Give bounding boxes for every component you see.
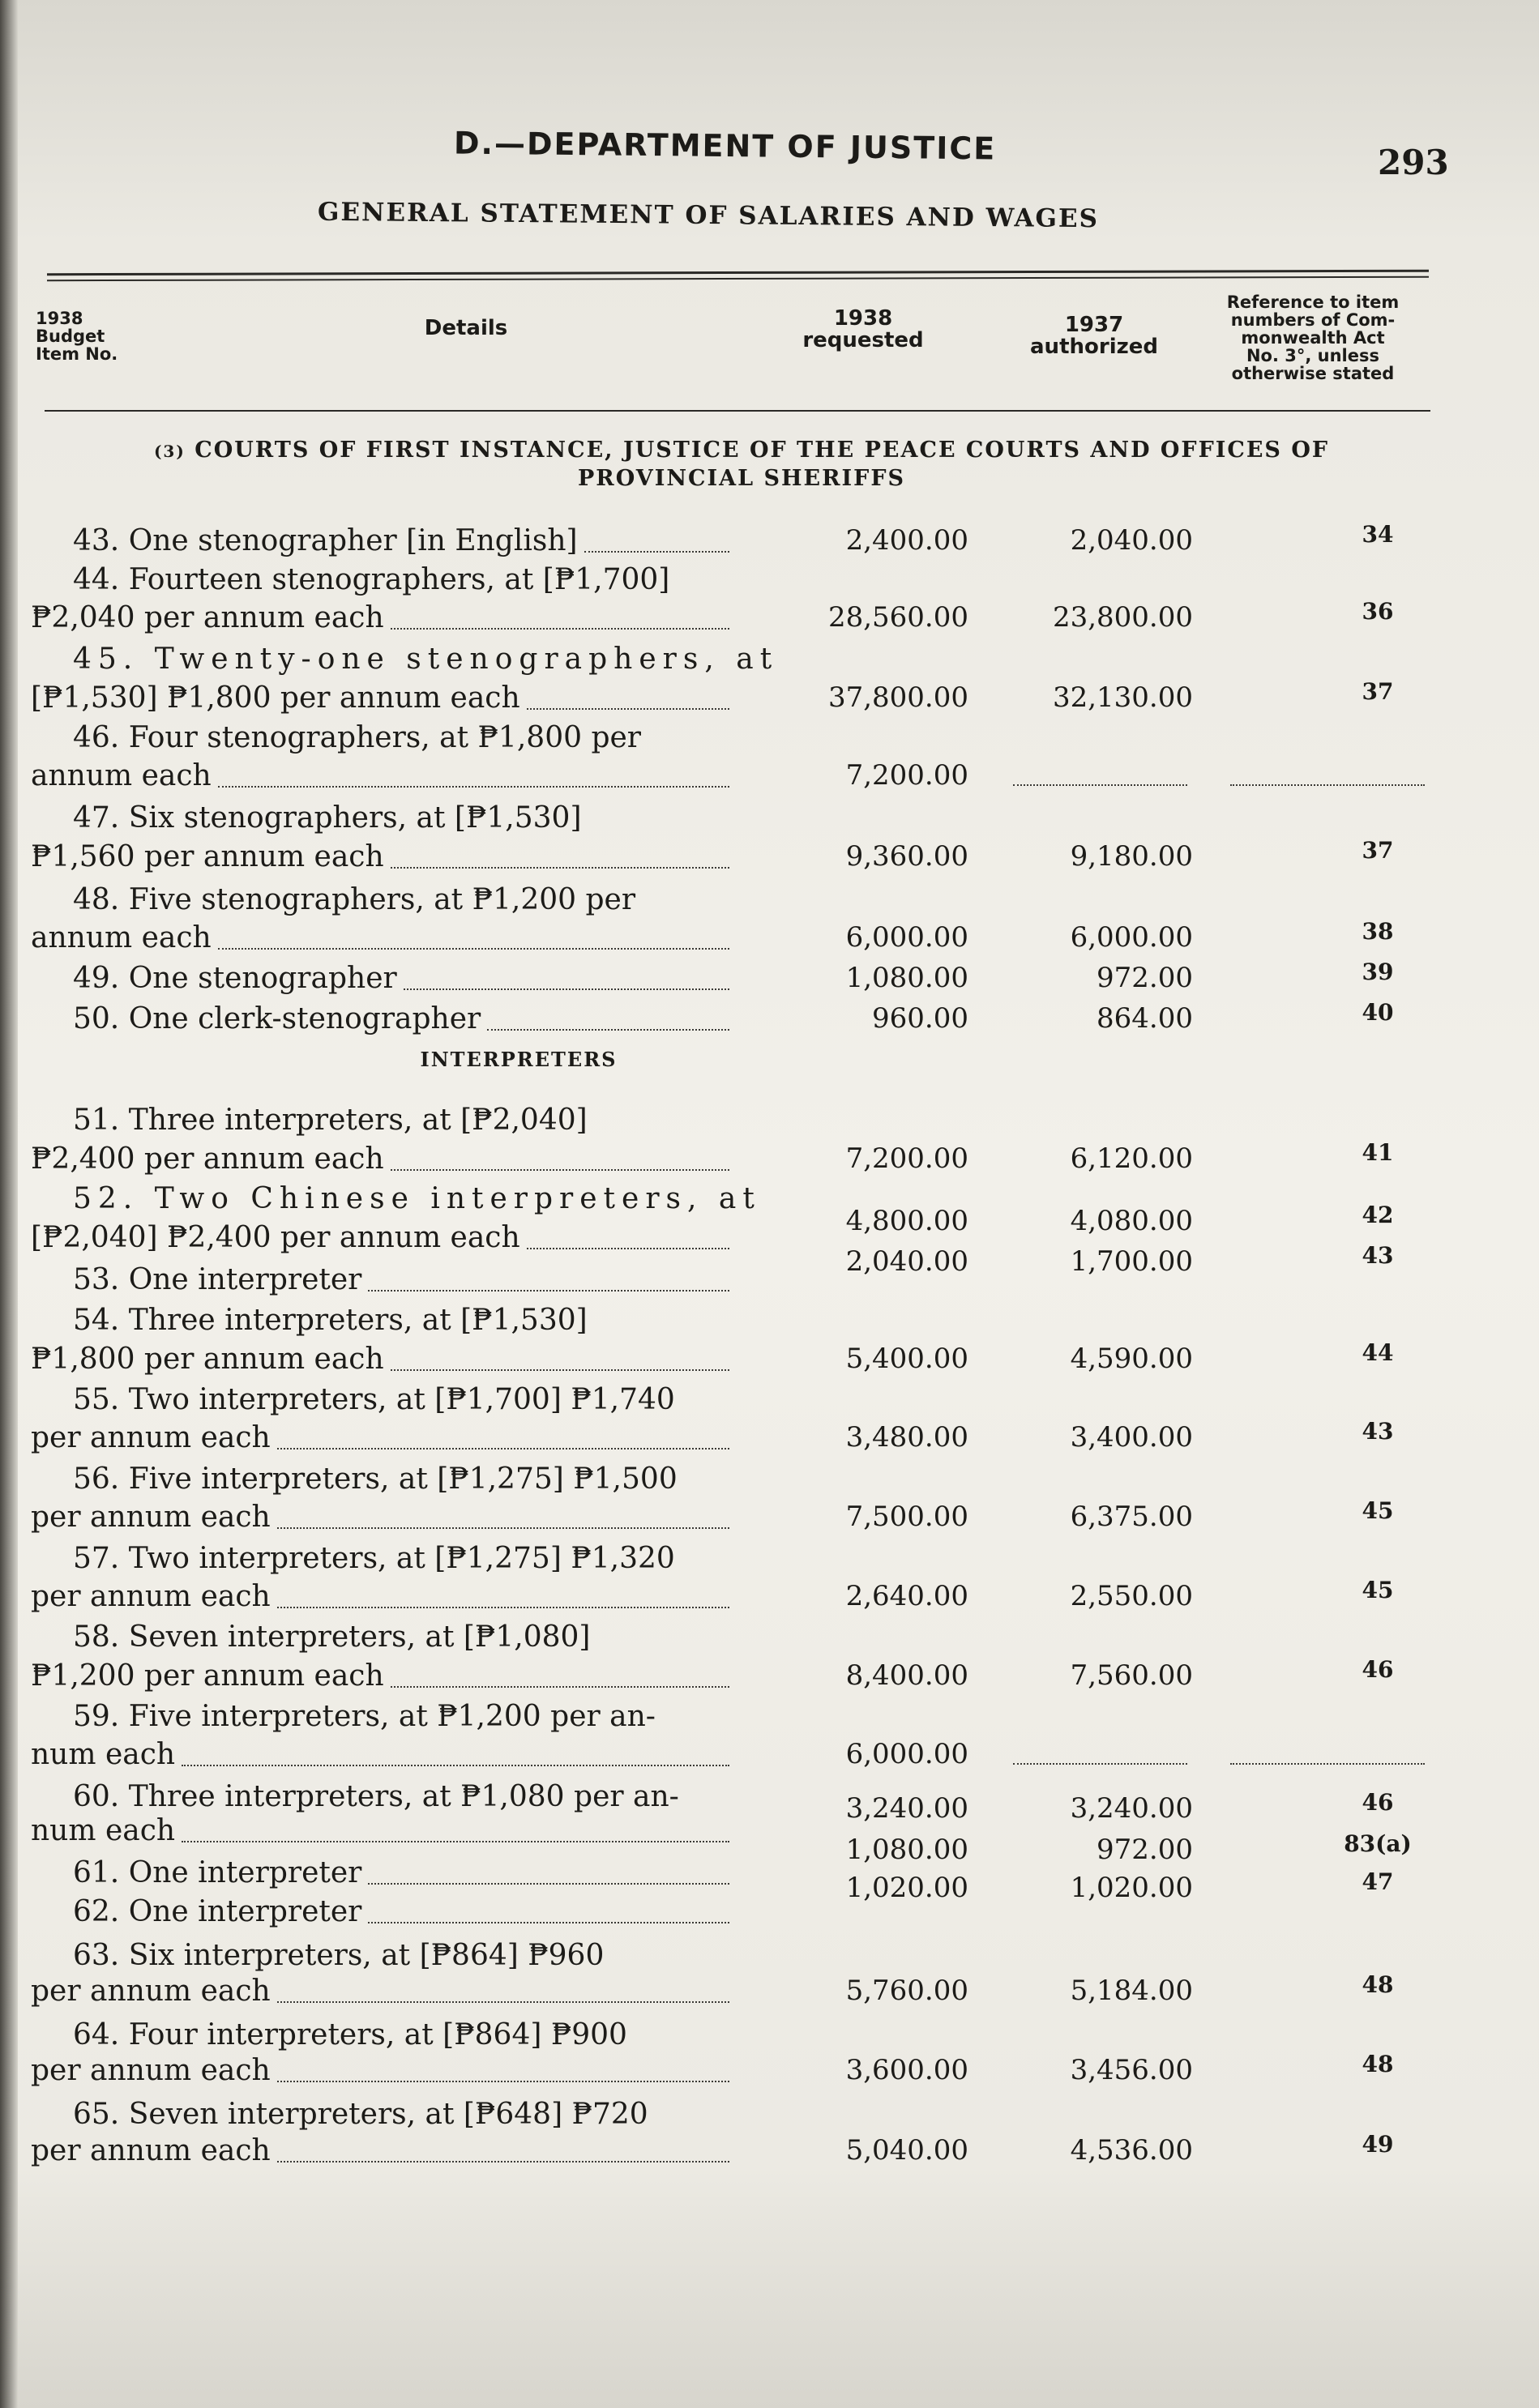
row-requested: 960.00 <box>872 1002 968 1035</box>
row-leader <box>391 1686 729 1688</box>
row-requested: 7,200.00 <box>845 1142 968 1175</box>
row-leader <box>404 988 729 990</box>
row-requested: 9,360.00 <box>845 840 968 873</box>
row-detail-line2: ₱1,560 per annum each <box>31 840 384 873</box>
row-requested: 6,000.00 <box>845 1738 968 1770</box>
row-leader <box>368 1883 729 1885</box>
row-leader <box>277 1607 729 1608</box>
row-detail-line1: 64. Four interpreters, at [₱864] ₱900 <box>73 2018 627 2051</box>
row-authorized: 3,456.00 <box>1070 2054 1193 2086</box>
row-authorized: 4,536.00 <box>1070 2134 1193 2167</box>
row-detail-line1: 52. Two Chinese interpreters, at <box>73 1182 761 1215</box>
row-detail-line1: 49. One stenographer <box>73 962 397 995</box>
row-reference: 43 <box>1362 1418 1394 1445</box>
row-authorized-blank <box>1013 1763 1187 1765</box>
row-requested: 3,240.00 <box>845 1792 968 1825</box>
row-detail-line1: 57. Two interpreters, at [₱1,275] ₱1,320 <box>73 1542 675 1575</box>
row-authorized: 5,184.00 <box>1070 1975 1193 2007</box>
row-requested: 2,640.00 <box>845 1580 968 1612</box>
row-leader <box>391 867 729 869</box>
top-rule-2 <box>47 276 1429 281</box>
row-detail-line2: per annum each <box>31 1421 271 1454</box>
row-detail-line1: 62. One interpreter <box>73 1895 362 1928</box>
row-requested: 5,760.00 <box>845 1975 968 2007</box>
row-requested: 5,040.00 <box>845 2134 968 2167</box>
row-reference: 41 <box>1362 1139 1394 1166</box>
row-authorized: 2,550.00 <box>1070 1580 1193 1612</box>
col-item-no: 1938 Budget Item No. <box>36 309 118 365</box>
row-leader <box>218 948 729 950</box>
row-leader <box>277 1527 729 1529</box>
row-detail-line1: 48. Five stenographers, at ₱1,200 per <box>73 883 636 916</box>
row-leader <box>277 2161 729 2163</box>
row-authorized: 6,120.00 <box>1070 1142 1193 1175</box>
row-detail-line1: 45. Twenty-one stenographers, at <box>73 643 779 676</box>
row-detail-line2: [₱2,040] ₱2,400 per annum each <box>31 1221 520 1254</box>
row-reference: 46 <box>1362 1789 1394 1816</box>
row-leader <box>277 1448 729 1449</box>
row-requested: 2,040.00 <box>845 1245 968 1278</box>
row-reference: 36 <box>1362 598 1394 625</box>
row-leader <box>182 1841 729 1842</box>
row-leader <box>527 1248 729 1249</box>
row-reference: 37 <box>1362 837 1394 864</box>
row-reference: 46 <box>1362 1656 1394 1683</box>
row-requested: 7,500.00 <box>845 1501 968 1533</box>
row-detail-line2: ₱1,800 per annum each <box>31 1343 384 1376</box>
row-authorized: 7,560.00 <box>1070 1659 1193 1692</box>
row-detail-line1: 51. Three interpreters, at [₱2,040] <box>73 1104 588 1137</box>
row-reference: 48 <box>1362 1971 1394 1998</box>
page-number: 293 <box>1378 143 1449 182</box>
col-details: Details <box>424 316 508 340</box>
row-requested: 5,400.00 <box>845 1343 968 1375</box>
row-leader <box>368 1290 729 1292</box>
row-authorized: 4,080.00 <box>1070 1205 1193 1237</box>
row-authorized: 23,800.00 <box>1052 601 1193 634</box>
row-detail-line1: 60. Three interpreters, at ₱1,080 per an- <box>73 1780 679 1813</box>
row-detail-line1: 61. One interpreter <box>73 1856 362 1889</box>
row-detail-line2: per annum each <box>31 1501 271 1534</box>
row-requested: 37,800.00 <box>827 681 968 714</box>
interpreters-heading: INTERPRETERS <box>420 1048 618 1071</box>
row-requested: 8,400.00 <box>845 1659 968 1692</box>
row-leader <box>182 1765 729 1766</box>
row-reference: 47 <box>1362 1868 1394 1895</box>
row-authorized: 9,180.00 <box>1070 840 1193 873</box>
row-authorized: 3,400.00 <box>1070 1421 1193 1454</box>
row-requested: 2,400.00 <box>845 524 968 557</box>
row-detail-line2: num each <box>31 1738 176 1771</box>
col-authorized: 1937 authorized <box>1030 313 1158 360</box>
row-detail-line2: ₱2,400 per annum each <box>31 1142 384 1176</box>
row-reference: 39 <box>1362 959 1394 985</box>
row-authorized: 6,375.00 <box>1070 1501 1193 1533</box>
row-detail-line1: 44. Fourteen stenographers, at [₱1,700] <box>73 563 670 596</box>
row-leader <box>391 1169 729 1171</box>
row-detail-line1: 56. Five interpreters, at [₱1,275] ₱1,500 <box>73 1462 678 1496</box>
row-authorized: 2,040.00 <box>1070 524 1193 557</box>
row-requested: 1,080.00 <box>845 1834 968 1866</box>
row-reference: 37 <box>1362 678 1394 705</box>
row-requested: 3,600.00 <box>845 2054 968 2086</box>
row-leader <box>584 551 729 553</box>
row-detail-line1: 54. Three interpreters, at [₱1,530] <box>73 1304 588 1337</box>
row-requested: 28,560.00 <box>827 601 968 634</box>
row-authorized: 972.00 <box>1097 962 1193 994</box>
section-number: (3) <box>153 442 186 461</box>
statement-title: GENERAL STATEMENT OF SALARIES AND WAGES <box>317 197 1100 234</box>
row-leader <box>277 2001 729 2003</box>
row-authorized: 4,590.00 <box>1070 1343 1193 1375</box>
row-reference-blank <box>1230 784 1425 786</box>
col-reference: Reference to item numbers of Com- monwealth Act No. 3°, unless otherwise stated <box>1226 292 1400 384</box>
row-leader <box>277 2081 729 2082</box>
row-detail-line2: num each <box>31 1814 176 1847</box>
row-leader <box>391 628 729 630</box>
section-title-line2: PROVINCIAL SHERIFFS <box>578 466 905 492</box>
row-reference: 42 <box>1362 1202 1394 1228</box>
row-leader <box>487 1029 729 1031</box>
row-detail-line2: annum each <box>31 759 212 792</box>
row-detail-line1: 46. Four stenographers, at ₱1,800 per <box>73 721 641 754</box>
row-authorized: 972.00 <box>1097 1834 1193 1866</box>
top-rule <box>47 270 1429 275</box>
row-leader <box>218 786 729 788</box>
page-binding-shadow <box>0 0 18 2408</box>
row-requested: 1,080.00 <box>845 962 968 994</box>
row-reference: 83(a) <box>1344 1830 1412 1857</box>
row-reference: 45 <box>1362 1497 1394 1524</box>
row-detail-line2: per annum each <box>31 2054 271 2087</box>
row-detail-line2: per annum each <box>31 1580 271 1613</box>
row-authorized: 1,020.00 <box>1070 1872 1193 1904</box>
row-detail-line1: 53. One interpreter <box>73 1263 362 1296</box>
section-title <box>45 436 1439 493</box>
section-title-line1: COURTS OF FIRST INSTANCE, JUSTICE OF THE PEACE COURTS AND OFFICES OF <box>195 438 1330 463</box>
row-requested: 7,200.00 <box>845 759 968 792</box>
row-detail-line2: annum each <box>31 921 212 954</box>
row-authorized: 1,700.00 <box>1070 1245 1193 1278</box>
row-detail-line1: 47. Six stenographers, at [₱1,530] <box>73 801 582 835</box>
row-leader <box>527 708 729 710</box>
row-reference: 38 <box>1362 918 1394 945</box>
row-reference: 49 <box>1362 2131 1394 2158</box>
row-detail-line2: ₱1,200 per annum each <box>31 1659 384 1693</box>
row-detail-line1: 55. Two interpreters, at [₱1,700] ₱1,740 <box>73 1383 675 1416</box>
row-reference: 43 <box>1362 1242 1394 1269</box>
row-reference: 44 <box>1362 1339 1394 1366</box>
row-detail-line1: 43. One stenographer [in English] <box>73 524 578 557</box>
row-authorized: 864.00 <box>1097 1002 1193 1035</box>
row-leader <box>368 1922 729 1923</box>
row-detail-line2: [₱1,530] ₱1,800 per annum each <box>31 681 520 715</box>
row-detail-line1: 65. Seven interpreters, at [₱648] ₱720 <box>73 2098 648 2131</box>
row-requested: 3,480.00 <box>845 1421 968 1454</box>
row-authorized: 6,000.00 <box>1070 921 1193 954</box>
row-authorized: 32,130.00 <box>1052 681 1193 714</box>
row-requested: 1,020.00 <box>845 1872 968 1904</box>
row-reference: 48 <box>1362 2051 1394 2077</box>
row-requested: 6,000.00 <box>845 921 968 954</box>
row-authorized: 3,240.00 <box>1070 1792 1193 1825</box>
row-reference: 40 <box>1362 999 1394 1026</box>
row-reference: 45 <box>1362 1577 1394 1603</box>
row-authorized-blank <box>1013 784 1187 786</box>
department-title: D.—DEPARTMENT OF JUSTICE <box>453 125 997 167</box>
row-detail-line2: per annum each <box>31 2134 271 2167</box>
row-detail-line1: 59. Five interpreters, at ₱1,200 per an- <box>73 1700 656 1733</box>
row-detail-line2: per annum each <box>31 1975 271 2008</box>
row-detail-line2: ₱2,040 per annum each <box>31 601 384 634</box>
row-reference-blank <box>1230 1763 1425 1765</box>
row-leader <box>391 1369 729 1371</box>
row-detail-line1: 50. One clerk-stenographer <box>73 1002 481 1035</box>
row-detail-line1: 58. Seven interpreters, at [₱1,080] <box>73 1620 591 1654</box>
row-detail-line1: 63. Six interpreters, at [₱864] ₱960 <box>73 1939 605 1972</box>
header-rule <box>45 410 1430 412</box>
row-reference: 34 <box>1362 521 1394 548</box>
col-requested: 1938 requested <box>802 306 924 353</box>
row-requested: 4,800.00 <box>845 1205 968 1237</box>
